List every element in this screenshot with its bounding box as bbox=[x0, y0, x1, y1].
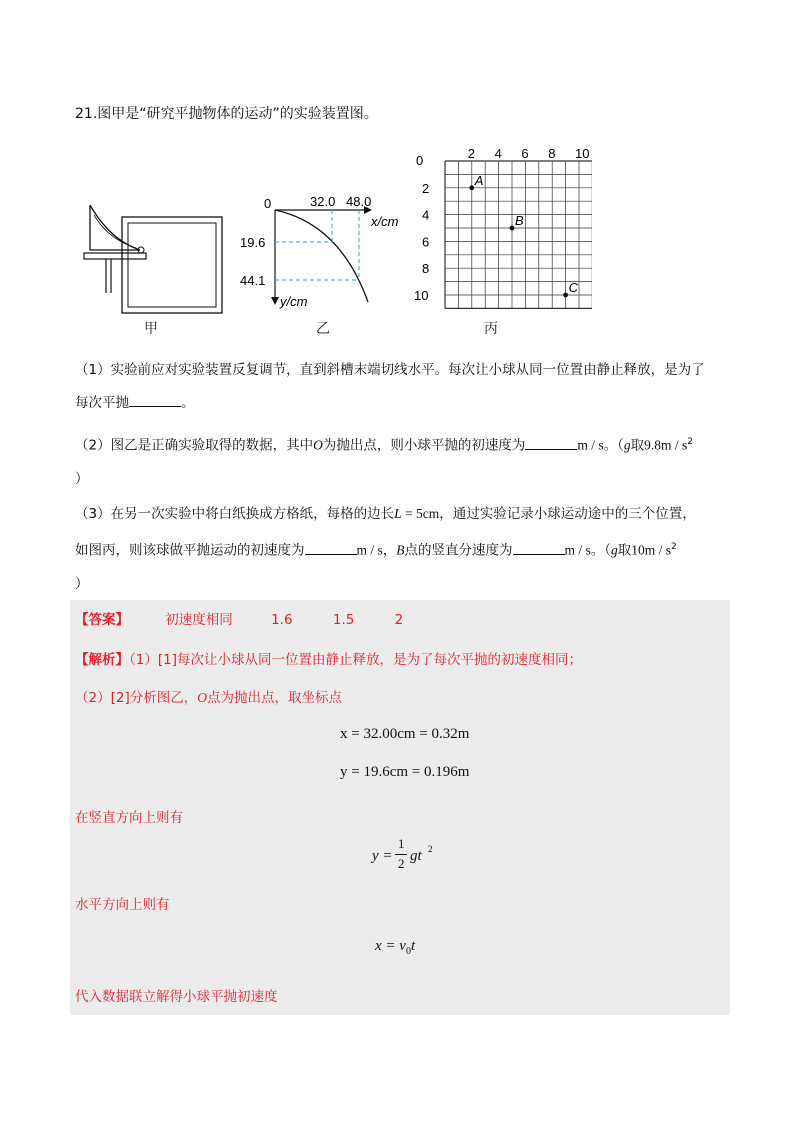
part3-text: （3）在另一次实验中将白纸换成方格纸，每格的边长 bbox=[75, 506, 395, 522]
bing-x-tick-label: 2 bbox=[467, 146, 476, 161]
yi-y-tick-label: 44.1 bbox=[240, 273, 266, 288]
part3-text-f: 。（ bbox=[590, 542, 612, 559]
analysis-text: （1）[1]每次让小球从同一位置由静止释放，是为了每次平抛的初速度相同； bbox=[129, 652, 582, 668]
figure-bing-grid bbox=[412, 145, 592, 315]
final-text: 代入数据联立解得小球平抛初速度 bbox=[75, 989, 278, 1005]
bing-point-c bbox=[563, 293, 568, 298]
answer-blank bbox=[525, 437, 577, 450]
g-symbol: g bbox=[623, 437, 631, 453]
figure-bing-caption: 丙 bbox=[484, 321, 498, 337]
yi-origin-label: 0 bbox=[264, 196, 272, 211]
bing-point-label: A bbox=[474, 172, 484, 188]
fraction-numerator: 1 bbox=[398, 836, 405, 851]
bing-y-tick-label: 2 bbox=[422, 180, 430, 196]
bing-x-tick-label: 4 bbox=[494, 146, 502, 161]
answer-blank bbox=[129, 394, 181, 407]
figure-yi-caption: 乙 bbox=[316, 321, 330, 337]
fraction-denominator: 2 bbox=[398, 856, 405, 871]
answer-value: 初速度相同 bbox=[165, 612, 233, 628]
answer-row bbox=[75, 608, 403, 628]
point-o-symbol: O bbox=[313, 437, 323, 453]
bing-x-tick-label: 6 bbox=[521, 146, 529, 161]
equation-horizontal bbox=[375, 938, 415, 957]
part3-text-e: 点的竖直分速度为 bbox=[404, 542, 513, 559]
analysis-text: 点为抛出点，取坐标点 bbox=[206, 690, 342, 706]
part2-text-b: 为抛出点，则小球平抛的初速度为 bbox=[322, 437, 526, 454]
question-part-3 bbox=[75, 497, 725, 601]
unit-text: m / s bbox=[356, 542, 383, 558]
point-o-symbol: O bbox=[197, 690, 207, 705]
vertical-direction-text: 在竖直方向上则有 bbox=[75, 810, 183, 826]
answer-label: 【答案】 bbox=[75, 612, 129, 628]
close-paren: ） bbox=[75, 470, 89, 487]
bing-y-tick-label: 10 bbox=[414, 288, 429, 303]
eq-text: x = v bbox=[375, 938, 406, 954]
answer-value: 2 bbox=[394, 612, 404, 628]
part3-text-c: 如图丙，则该球做平抛运动的初速度为 bbox=[75, 542, 305, 559]
question-part-2 bbox=[75, 426, 725, 496]
eq-rhs: gt bbox=[410, 848, 422, 864]
unit-text: m / s bbox=[577, 437, 604, 453]
analysis-text: （2）[2]分析图乙， bbox=[75, 690, 198, 706]
yi-x-tick-label: 48.0 bbox=[346, 194, 372, 209]
answer-value: 1.5 bbox=[332, 612, 355, 628]
yi-x-axis-label: x/cm bbox=[371, 214, 399, 229]
bing-x-tick-label: 10 bbox=[575, 146, 590, 161]
eq-lhs: y = bbox=[372, 848, 393, 864]
l-symbol: L bbox=[394, 506, 402, 521]
superscript: 2 bbox=[671, 542, 677, 552]
bing-point-b bbox=[510, 226, 515, 231]
equation-x: x = 32.00cm = 0.32m bbox=[340, 726, 470, 742]
figure-yi-trajectory bbox=[240, 190, 420, 318]
part1-text: （1）实验前应对实验装置反复调节，直到斜槽末端切线水平。每次让小球从同一位置由静止释放，是为了 bbox=[75, 362, 705, 378]
figure-jia-caption: 甲 bbox=[144, 321, 158, 337]
fraction-bar bbox=[395, 854, 407, 855]
horizontal-direction-text: 水平方向上则有 bbox=[75, 897, 170, 913]
yi-y-axis-label: y/cm bbox=[280, 294, 308, 309]
g-symbol: g bbox=[611, 542, 618, 558]
part2-text-c: 。（ bbox=[603, 437, 624, 454]
yi-x-tick-label: 32.0 bbox=[310, 194, 336, 209]
analysis-label: 【解析】 bbox=[75, 652, 129, 668]
bing-point-label: C bbox=[568, 280, 578, 295]
point-b-symbol: B bbox=[396, 542, 405, 558]
superscript: 2 bbox=[428, 844, 433, 854]
bing-point-label: B bbox=[515, 213, 524, 228]
subscript: 0 bbox=[405, 946, 411, 957]
g-value: 取9.8m / s bbox=[630, 437, 688, 453]
yi-y-tick-label: 19.6 bbox=[240, 235, 266, 250]
eq-t: t bbox=[410, 938, 416, 954]
answer-blank bbox=[513, 542, 565, 555]
part3-text-b: ，通过实验记录小球运动途中的三个位置， bbox=[439, 506, 696, 522]
bing-x-tick-label: 8 bbox=[548, 146, 556, 161]
analysis-line-2 bbox=[75, 686, 342, 706]
bing-y-tick-label: 6 bbox=[422, 234, 430, 250]
part1-text-b: 每次平抛 bbox=[75, 395, 129, 411]
g-value: 取10m / s bbox=[617, 542, 672, 558]
unit-text: m / s bbox=[564, 542, 591, 558]
answer-value: 1.6 bbox=[271, 612, 293, 628]
comma: ， bbox=[382, 542, 397, 559]
analysis-line-1 bbox=[75, 648, 582, 668]
l-value: = 5cm bbox=[401, 506, 440, 521]
bing-origin-label: 0 bbox=[416, 153, 424, 168]
question-part-1 bbox=[75, 354, 725, 420]
question-title: 21.图甲是“研究平抛物体的运动”的实验装置图。 bbox=[75, 106, 378, 122]
close-paren: ） bbox=[75, 575, 89, 592]
bing-point-a bbox=[469, 185, 474, 190]
bing-points bbox=[469, 173, 578, 298]
superscript: 2 bbox=[687, 437, 693, 447]
figure-jia-apparatus bbox=[80, 205, 230, 335]
part2-text: （2）图乙是正确实验取得的数据，其中 bbox=[75, 437, 314, 454]
part1-end: 。 bbox=[181, 395, 195, 411]
bing-y-tick-label: 8 bbox=[422, 261, 430, 277]
answer-blank bbox=[305, 542, 357, 555]
equation-y: y = 19.6cm = 0.196m bbox=[340, 764, 470, 780]
bing-y-tick-label: 4 bbox=[422, 207, 430, 223]
